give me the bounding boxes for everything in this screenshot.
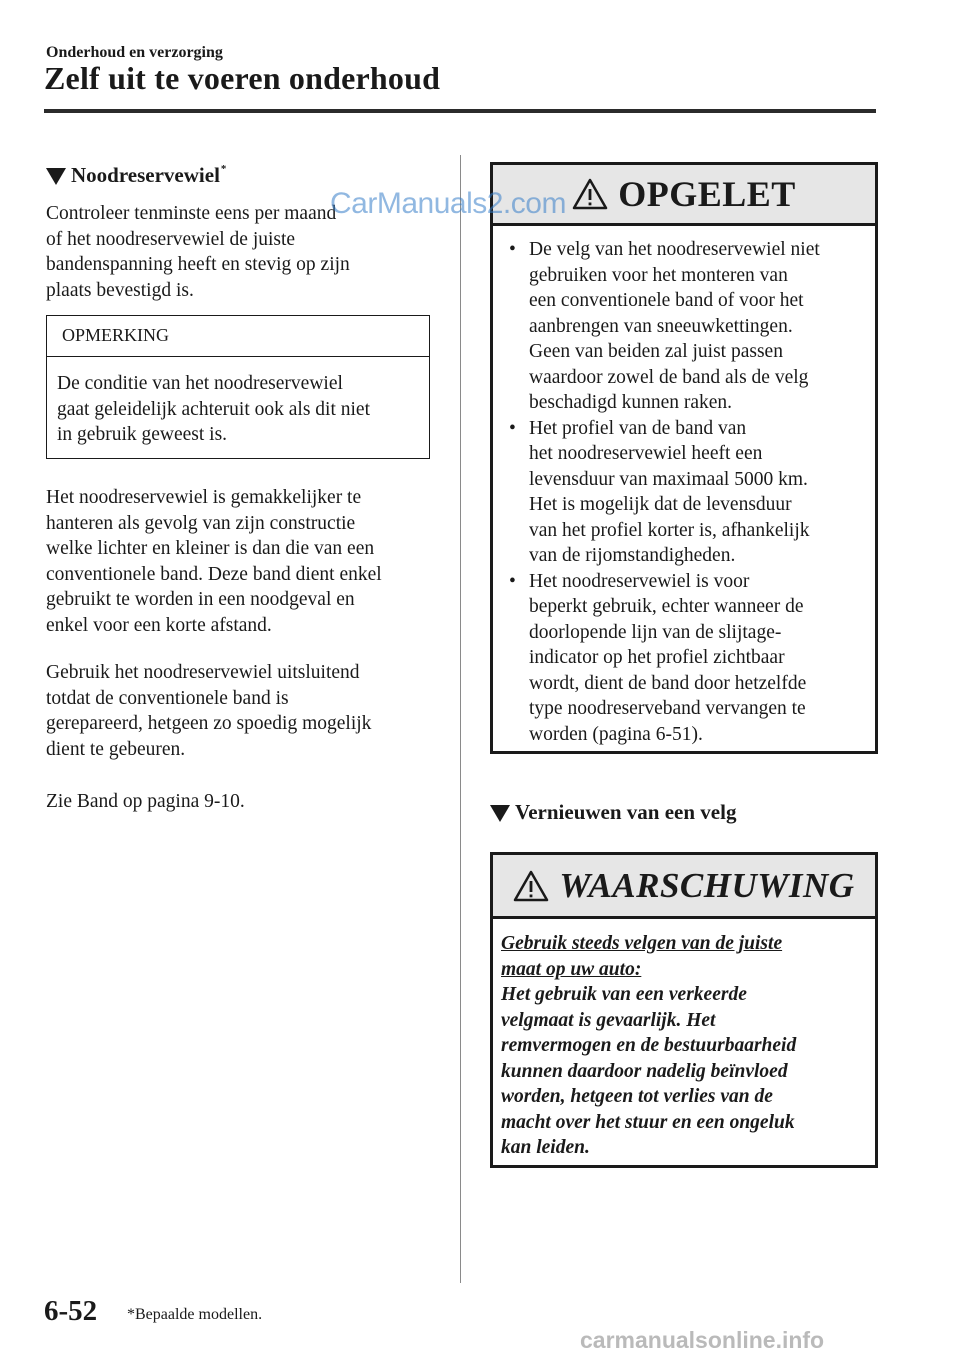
text-line: aanbrengen van sneeuwkettingen. xyxy=(529,315,793,337)
warning-header xyxy=(493,855,875,919)
text-line: het noodreservewiel heeft een xyxy=(529,443,763,464)
text-line: worden (pagina 6-51). xyxy=(529,723,703,745)
paragraph-reference: Zie Band op pagina 9-10. xyxy=(46,791,245,812)
text-line: Het gebruik van een verkeerde xyxy=(501,984,747,1005)
text-line: kunnen daardoor nadelig beïnvloed xyxy=(501,1060,788,1082)
text-line: macht over het stuur en een ongeluk xyxy=(501,1111,795,1133)
text-line: hanteren als gevolg van zijn constructie xyxy=(46,512,356,534)
title-rule xyxy=(44,109,876,113)
text-line: De conditie van het noodreservewiel xyxy=(57,373,343,394)
note-title: OPMERKING xyxy=(47,316,429,357)
text-line: in gebruik geweest is. xyxy=(57,424,228,445)
text-line: Gebruik het noodreservewiel uitsluitend xyxy=(46,662,360,683)
page-number: 6-52 xyxy=(44,1295,98,1327)
text-line: plaats bevestigd is. xyxy=(46,279,194,301)
caution-box xyxy=(490,162,878,754)
text-line: gebruiken voor het monteren van xyxy=(529,264,788,286)
warning-emphasis-line: Gebruik steeds velgen van de juiste xyxy=(501,933,783,954)
text-line: Het profiel van de band van xyxy=(529,417,747,439)
text-line: Het noodreservewiel is gemakkelijker te xyxy=(46,487,362,508)
section-label: Onderhoud en verzorging xyxy=(46,44,223,61)
triangle-bullet-icon xyxy=(490,805,510,822)
text-line: worden, hetgeen tot verlies van de xyxy=(501,1086,773,1107)
warning-triangle-icon xyxy=(572,178,608,210)
text-line: levensduur van maximaal 5000 km. xyxy=(529,468,808,490)
watermark-carmanuals2[interactable]: CarManuals2.com xyxy=(330,187,566,220)
text-line: remvermogen en de bestuurbaarheid xyxy=(501,1035,797,1056)
text-line: van de rijomstandigheden. xyxy=(529,545,736,566)
text-line: wordt, dient de band door hetzelfde xyxy=(529,672,807,694)
text-line: waardoor zowel de band als de velg xyxy=(529,366,809,388)
paragraph-construction xyxy=(46,485,456,638)
text-line: beschadigd kunnen raken. xyxy=(529,392,733,413)
page-title: Zelf uit te voeren onderhoud xyxy=(44,60,441,96)
warning-body xyxy=(501,931,873,1161)
triangle-bullet-icon xyxy=(46,168,66,185)
text-line: velgmaat is gevaarlijk. Het xyxy=(501,1009,716,1031)
text-line: Geen van beiden zal juist passen xyxy=(529,341,783,362)
watermark-carmanualsonline[interactable]: carmanualsonline.info xyxy=(580,1327,825,1353)
warning-box xyxy=(490,852,878,1168)
paragraph-usage xyxy=(46,660,456,762)
text-line: of het noodreservewiel de juiste xyxy=(46,228,296,250)
text-line: beperkt gebruik, echter wanneer de xyxy=(529,596,804,617)
text-line: doorlopende lijn van de slijtage- xyxy=(529,621,782,643)
model-footnote-mark: * xyxy=(220,163,227,175)
text-line: welke lichter en kleiner is dan die van een xyxy=(46,538,375,559)
text-line: indicator op het profiel zichtbaar xyxy=(529,647,785,668)
footnote: *Bepaalde modellen. xyxy=(127,1306,263,1323)
warning-title: WAARSCHUWING xyxy=(559,865,855,905)
heading-text: Vernieuwen van een velg xyxy=(515,800,737,824)
bullet-dot: • xyxy=(509,417,516,439)
text-line: gaat geleidelijk achteruit ook als dit niet xyxy=(57,398,370,420)
heading-vernieuwen-velg xyxy=(490,800,736,825)
text-line: dient te gebeuren. xyxy=(46,738,186,760)
text-line: Controleer tenminste eens per maand xyxy=(46,203,337,224)
list-item xyxy=(507,569,867,748)
list-item xyxy=(507,416,867,569)
caution-title: OPGELET xyxy=(618,174,796,214)
caution-list xyxy=(507,237,867,747)
warning-triangle-icon xyxy=(513,870,549,902)
text-line: bandenspanning heeft en stevig op zijn xyxy=(46,254,350,275)
heading-noodreservewiel xyxy=(46,163,226,188)
text-line: kan leiden. xyxy=(501,1137,590,1158)
note-box xyxy=(46,315,430,459)
text-line: een conventionele band of voor het xyxy=(529,290,804,311)
bullet-dot: • xyxy=(509,239,516,260)
heading-text: Noodreservewiel xyxy=(71,163,220,187)
text-line: gerepareerd, hetgeen zo spoedig mogelijk xyxy=(46,713,372,734)
text-line: conventionele band. Deze band dient enkel xyxy=(46,563,382,585)
text-line: enkel voor een korte afstand. xyxy=(46,614,272,636)
text-line: van het profiel korter is, afhankelijk xyxy=(529,519,810,541)
warning-emphasis-line: maat op uw auto: xyxy=(501,958,642,980)
text-line: totdat de conventionele band is xyxy=(46,687,289,709)
text-line: De velg van het noodreservewiel niet xyxy=(529,239,820,260)
text-line: Het noodreservewiel is voor xyxy=(529,570,750,592)
text-line: gebruikt te worden in een noodgeval en xyxy=(46,589,355,610)
note-body xyxy=(57,371,427,448)
bullet-dot: • xyxy=(509,570,516,592)
text-line: type noodreserveband vervangen te xyxy=(529,698,806,719)
column-divider xyxy=(460,155,461,1283)
text-line: Het is mogelijk dat de levensduur xyxy=(529,494,792,515)
list-item xyxy=(507,237,867,416)
